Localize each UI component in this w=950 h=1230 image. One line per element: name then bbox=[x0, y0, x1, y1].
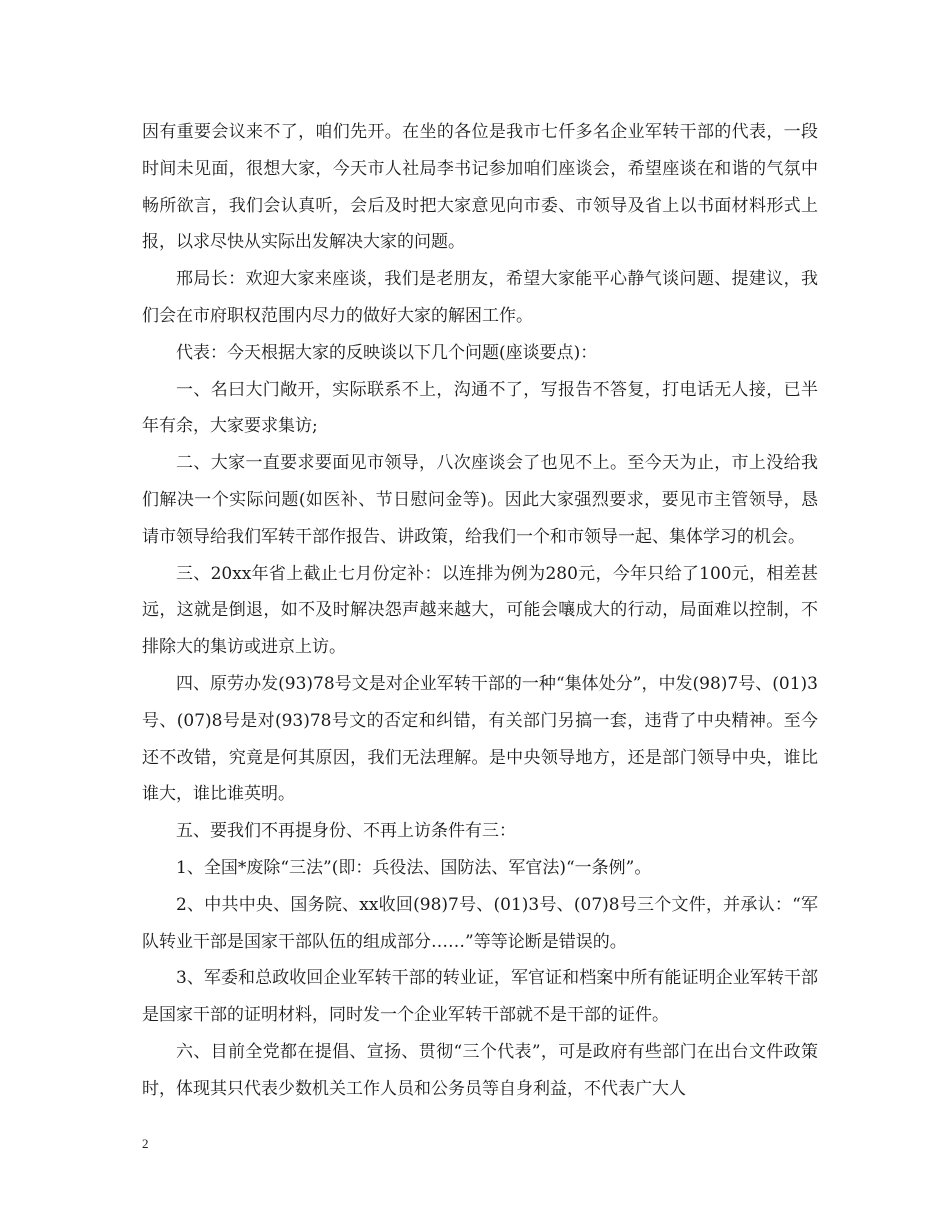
body-text bbox=[142, 114, 818, 1108]
paragraph: 因有重要会议来不了，咱们先开。在坐的各位是我市七仟多名企业军转干部的代表，一段时间未见面，很想大家，今天市人社局李书记参加咱们座谈会，希望座谈在和谐的气氛中畅所欲言，我们会认真听，会后及时把大家意见向市委、市领导及省上以书面材料形式上报，以求尽快从实际出发解决大家的问题。 bbox=[142, 122, 818, 253]
paragraph: 三、20xx年省上截止七月份定补：以连排为例为280元，今年只给了100元，相差甚远，这就是倒退，如不及时解决怨声越来越大，可能会嚷成大的行动，局面难以控制，不排除大的集访或进京上访。 bbox=[142, 563, 818, 658]
paragraph: 2、中共中央、国务院、xx收回(98)7号、(01)3号、(07)8号三个文件，并承认：“军队转业干部是国家干部队伍的组成部分……”等等论断是错误的。 bbox=[142, 894, 818, 952]
paragraph: 四、原劳办发(93)78号文是对企业军转干部的一种“集体处分”，中发(98)7号、(01)3号、(07)8号是对(93)78号文的否定和纠错，有关部门另搞一套，违背了中央精神。至今还不改错，究竟是何其原因，我们无法理解。是中央领导地方，还是部门领导中央，谁比谁大，谁比谁英明。 bbox=[142, 673, 818, 805]
paragraph: 3、军委和总政收回企业军转干部的转业证，军官证和档案中所有能证明企业军转干部是国家干部的证明材料，同时发一个企业军转干部就不是干部的证件。 bbox=[142, 968, 818, 1026]
paragraph: 一、名曰大门敞开，实际联系不上，沟通不了，写报告不答复，打电话无人接，已半年有余，大家要求集访; bbox=[142, 379, 818, 437]
paragraph: 邢局长：欢迎大家来座谈，我们是老朋友，希望大家能平心静气谈问题、提建议，我们会在市府职权范围内尽力的做好大家的解困工作。 bbox=[142, 269, 818, 326]
page-number: 2 bbox=[142, 1136, 149, 1151]
paragraph: 代表：今天根据大家的反映谈以下几个问题(座谈要点)： bbox=[176, 342, 598, 363]
paragraph: 六、目前全党都在提倡、宣扬、贯彻“三个代表”，可是政府有些部门在出台文件政策时，体现其只代表少数机关工作人员和公务员等自身利益，不代表广大人 bbox=[142, 1041, 818, 1099]
paragraph: 五、要我们不再提身份、不再上访条件有三： bbox=[176, 821, 516, 842]
paragraph: 二、大家一直要求要面见市领导，八次座谈会了也见不上。至今天为止，市上没给我们解决一个实际问题(如医补、节日慰问金等)。因此大家强烈要求，要见市主管领导，恳请市领导给我们军转干部作报告、讲政策，给我们一个和市领导一起、集体学习的机会。 bbox=[142, 453, 818, 547]
paragraph: 1、全国*废除“三法”(即：兵役法、国防法、军官法)“一条例”。 bbox=[176, 857, 652, 878]
